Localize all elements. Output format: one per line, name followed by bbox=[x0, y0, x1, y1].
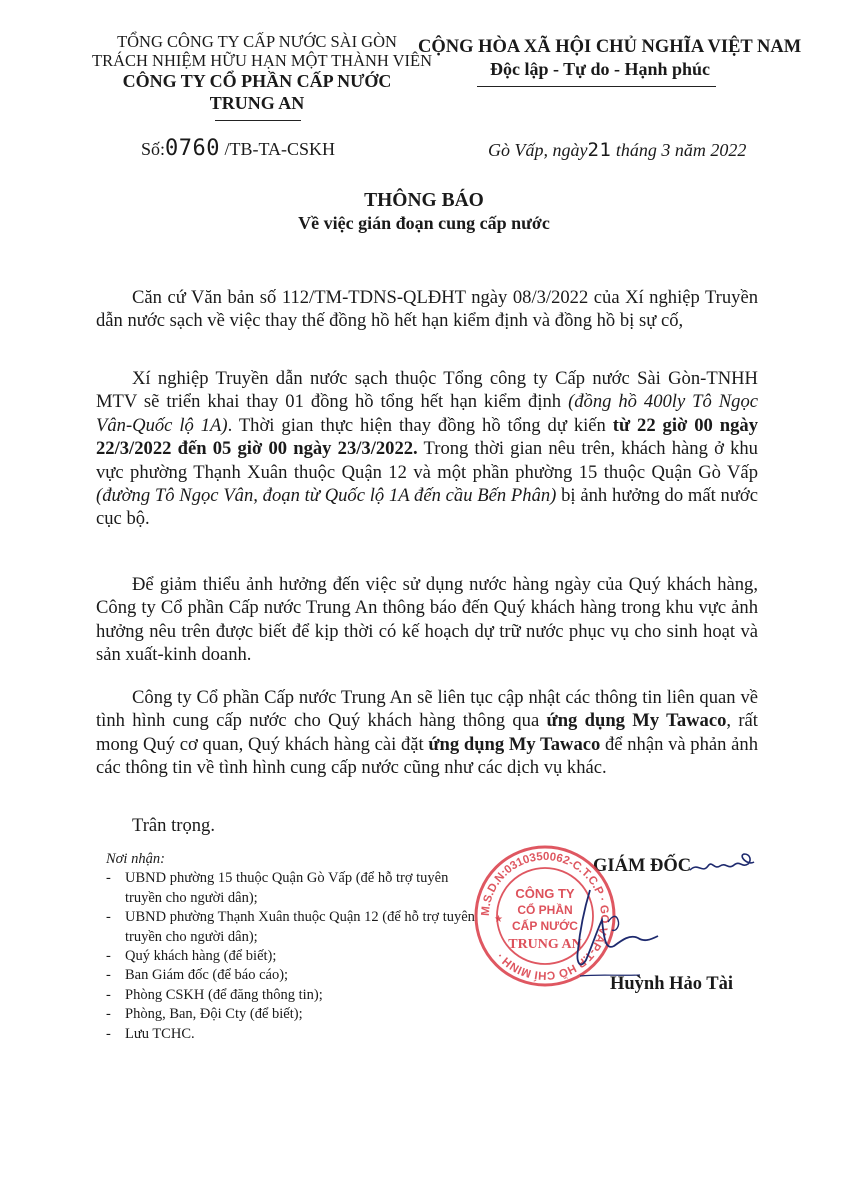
schedule-time-range: từ 22 giờ 00 ngày 22/3/2022 đến 05 giờ 00 ngày 23/3/2022. bbox=[96, 414, 758, 460]
closing-greeting: Trân trọng. bbox=[132, 815, 215, 836]
stamp-line-4: TRUNG AN bbox=[508, 937, 582, 952]
national-motto: Độc lập - Tự do - Hạnh phúc bbox=[489, 59, 711, 79]
document-number-prefix: Số: bbox=[141, 139, 166, 159]
schedule-text-4: bị ảnh hưởng do mất nước cục bộ. bbox=[96, 485, 758, 530]
parent-org-name: TỔNG CÔNG TY CẤP NƯỚC SÀI GÒN bbox=[117, 32, 397, 51]
stamp-line-2: CỔ PHẦN bbox=[517, 903, 573, 917]
recipients-block bbox=[106, 850, 486, 1044]
issue-date bbox=[488, 139, 746, 161]
recipient-item: - Phòng CSKH (để đăng thông tin); bbox=[106, 986, 486, 1005]
app-text-1: Công ty Cổ phần Cấp nước Trung An sẽ liên tục cập nhật các thông tin liên quan về tình hình cung cấp nước cho Quý khách hàng thông qua bbox=[96, 687, 758, 732]
svg-text:★: ★ bbox=[494, 914, 503, 925]
document-number bbox=[141, 136, 335, 161]
stamp-ring-text: M.S.D.N:0310350062-C.T.C.P · GÒ VẤP-T.P HỒ CHÍ MINH · bbox=[479, 850, 611, 982]
recipient-item: - Quý khách hàng (để biết); bbox=[106, 947, 486, 966]
company-name: CÔNG TY CỔ PHẦN CẤP NƯỚC bbox=[122, 71, 392, 91]
paragraph-schedule bbox=[96, 367, 758, 531]
national-title: CỘNG HÒA XÃ HỘI CHỦ NGHĨA VIỆT NAM bbox=[418, 37, 802, 57]
app-name-1: ứng dụng My Tawaco bbox=[546, 710, 727, 732]
company-underline bbox=[215, 120, 301, 121]
schedule-text-3: Trong thời gian nêu trên, khách hàng ở khu vực phường Thạnh Xuân thuộc Quận 12 và một phần phường 15 thuộc Quận Gò Vấp bbox=[96, 438, 758, 483]
recipient-item: - UBND phường 15 thuộc Quận Gò Vấp (để hỗ trợ tuyên truyền cho người dân); bbox=[106, 869, 486, 908]
company-name-2: TRUNG AN bbox=[209, 93, 305, 113]
app-text-3: để nhận và phản ảnh các thông tin về tình hình cung cấp nước cũng như các dịch vụ khác. bbox=[96, 733, 758, 779]
parent-org-type: TRÁCH NHIỆM HỮU HẠN MỘT THÀNH VIÊN bbox=[92, 51, 433, 70]
recipients-list bbox=[106, 869, 486, 1044]
date-suffix: tháng 3 năm 2022 bbox=[611, 140, 747, 160]
motto-underline bbox=[477, 86, 716, 87]
stamp-line-3: CẤP NƯỚC bbox=[512, 919, 578, 933]
recipient-item: - Ban Giám đốc (để báo cáo); bbox=[106, 966, 486, 985]
signer-position: GIÁM ĐỐC bbox=[593, 856, 692, 876]
paragraph-basis bbox=[96, 286, 758, 333]
notice-title: THÔNG BÁO bbox=[364, 190, 484, 211]
paragraph-basis-text: Căn cứ Văn bản số 112/TM-TDNS-QLĐHT ngày 08/3/2022 của Xí nghiệp Truyền dẫn nước sạch về việc thay thế đồng hồ hết hạn kiểm định và đồng hồ bị sự cố, bbox=[96, 287, 758, 332]
paragraph-advice-text: Để giảm thiểu ảnh hưởng đến việc sử dụng nước hàng ngày của Quý khách hàng, Công ty Cổ phần Cấp nước Trung An thông báo đến Quý khách hàng trong khu vực ảnh hưởng nêu trên được biết để kịp thời có kế hoạch dự trữ nước phục vụ cho sinh hoạt và sản xuất-kinh doanh. bbox=[96, 574, 758, 666]
paragraph-advice bbox=[96, 573, 758, 667]
recipient-item: - UBND phường Thạnh Xuân thuộc Quận 12 (để hỗ trợ tuyên truyền cho người dân); bbox=[106, 908, 486, 947]
schedule-street-note: (đường Tô Ngọc Vân, đoạn từ Quốc lộ 1A đến cầu Bến Phân) bbox=[96, 485, 557, 507]
paragraph-app bbox=[96, 686, 758, 780]
app-name-2: ứng dụng My Tawaco bbox=[428, 733, 601, 755]
app-text-2: , rất mong Quý cơ quan, Quý khách hàng cài đặt bbox=[96, 710, 758, 755]
date-prefix: Gò Vấp, ngày bbox=[488, 140, 588, 160]
document-number-suffix: /TB-TA-CSKH bbox=[220, 139, 336, 159]
document-number-value: 0760 bbox=[165, 136, 220, 161]
notice-subtitle: Về việc gián đoạn cung cấp nước bbox=[298, 213, 550, 233]
schedule-meter-note: (đồng hồ 400ly Tô Ngọc Vân-Quốc lộ 1A) bbox=[96, 391, 759, 436]
signer-name: Huỳnh Hảo Tài bbox=[610, 974, 734, 994]
initials-scribble-icon bbox=[688, 848, 756, 878]
recipient-item: - Phòng, Ban, Đội Cty (để biết); bbox=[106, 1005, 486, 1024]
date-day: 21 bbox=[587, 139, 612, 161]
stamp-line-1: CÔNG TY bbox=[515, 886, 575, 901]
schedule-text-2: . Thời gian thực hiện thay đồng hồ tổng dự kiến bbox=[227, 414, 613, 436]
recipients-label: Nơi nhận: bbox=[106, 851, 165, 867]
schedule-text-1: Xí nghiệp Truyền dẫn nước sạch thuộc Tổng công ty Cấp nước Sài Gòn-TNHH MTV sẽ triển khai thay 01 đồng hồ tổng hết hạn kiểm định bbox=[96, 368, 758, 413]
recipient-item: - Lưu TCHC. bbox=[106, 1025, 486, 1044]
